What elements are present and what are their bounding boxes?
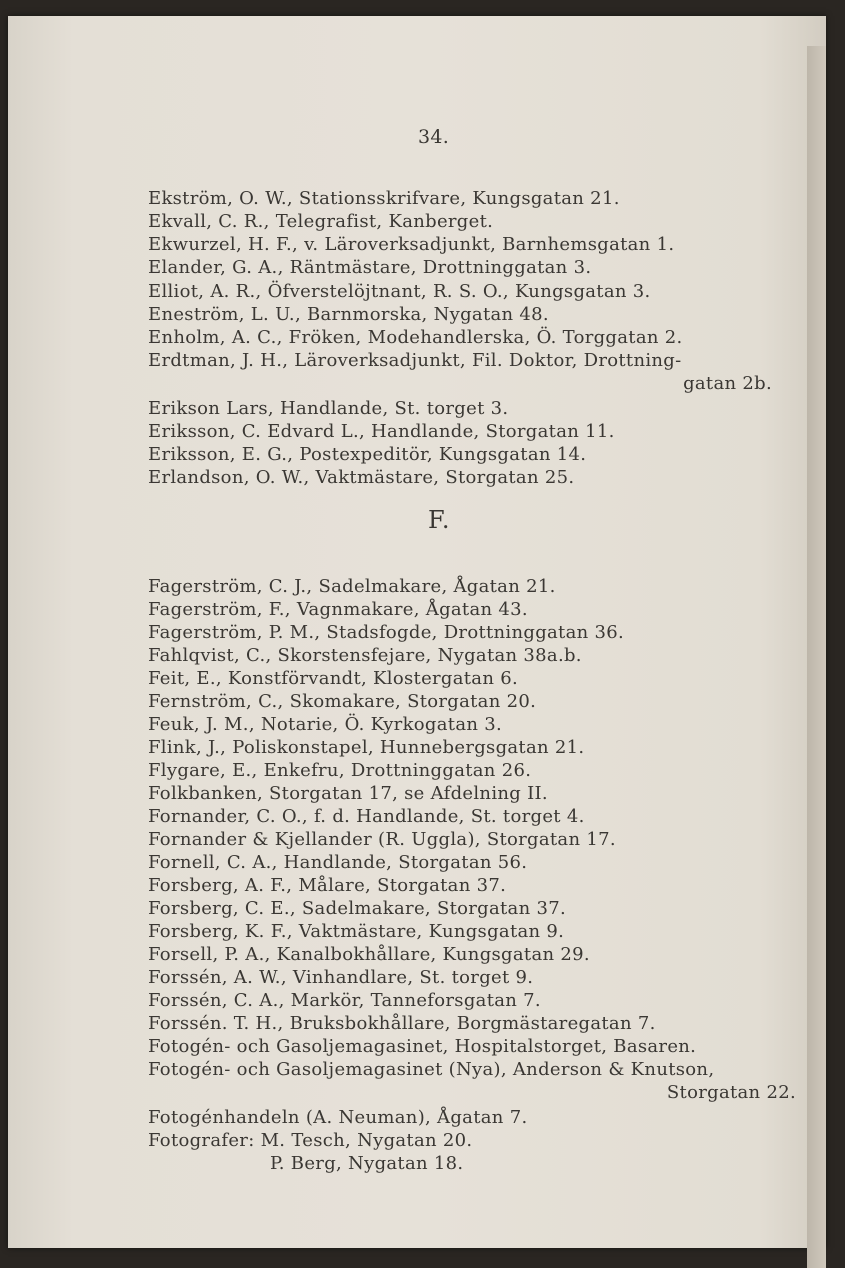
entry-f-4: Fahlqvist, C., Skorstensfejare, Nygatan 38a.b. — [148, 645, 582, 666]
entry-f-22: Fotogén- och Gasoljemagasinet (Nya), Anderson & Knutson, — [148, 1059, 715, 1080]
page-content — [8, 16, 826, 1248]
entry-f-20: Forssén. T. H., Bruksbokhållare, Borgmästaregatan 7. — [148, 1013, 656, 1034]
entry-f-7: Feuk, J. M., Notarie, Ö. Kyrkogatan 3. — [148, 714, 503, 735]
entry-f-10: Folkbanken, Storgatan 17, se Afdelning II. — [148, 783, 548, 804]
entry-e-6: Eneström, L. U., Barnmorska, Nygatan 48. — [148, 304, 549, 325]
entry-e-9: Erikson Lars, Handlande, St. torget 3. — [148, 398, 509, 419]
entry-e-12: Erlandson, O. W., Vaktmästare, Storgatan 25. — [148, 467, 575, 488]
entry-e-3: Ekwurzel, H. F., v. Läroverksadjunkt, Barnhemsgatan 1. — [148, 234, 675, 255]
entry-e-8: Erdtman, J. H., Läroverksadjunkt, Fil. Doktor, Drottning- — [148, 350, 682, 371]
entry-e-1: Ekström, O. W., Stationsskrifvare, Kungsgatan 21. — [148, 188, 620, 209]
entry-f-14: Forsberg, A. F., Målare, Storgatan 37. — [148, 875, 507, 896]
entry-e-7: Enholm, A. C., Fröken, Modehandlerska, Ö. Torggatan 2. — [148, 327, 683, 348]
entry-f-5: Feit, E., Konstförvandt, Klostergatan 6. — [148, 668, 519, 689]
entry-f-1: Fagerström, C. J., Sadelmakare, Ågatan 21. — [148, 576, 556, 597]
entry-f-8: Flink, J., Poliskonstapel, Hunnebergsgatan 21. — [148, 737, 585, 758]
entry-f-16: Forsberg, K. F., Vaktmästare, Kungsgatan 9. — [148, 921, 565, 942]
entry-e-5: Elliot, A. R., Öfverstelöjtnant, R. S. O., Kungsgatan 3. — [148, 281, 651, 302]
entry-f-15: Forsberg, C. E., Sadelmakare, Storgatan 37. — [148, 898, 567, 919]
entry-f-3: Fagerström, P. M., Stadsfogde, Drottninggatan 36. — [148, 622, 625, 643]
scan-top-strip — [0, 0, 845, 16]
entry-f-22-continuation: Storgatan 22. — [666, 1082, 796, 1103]
section-heading: F. — [428, 506, 451, 534]
entry-f-19: Forssén, C. A., Markör, Tanneforsgatan 7. — [148, 990, 541, 1011]
entry-e-4: Elander, G. A., Räntmästare, Drottninggatan 3. — [148, 257, 592, 278]
entry-f-24: Fotografer: M. Tesch, Nygatan 20. — [148, 1130, 473, 1151]
entry-f-6: Fernström, C., Skomakare, Storgatan 20. — [148, 691, 537, 712]
entry-e-10: Eriksson, C. Edvard L., Handlande, Storgatan 11. — [148, 421, 615, 442]
entry-e-2: Ekvall, C. R., Telegrafist, Kanberget. — [148, 211, 494, 232]
book-page — [8, 16, 826, 1248]
entry-e-11: Eriksson, E. G., Postexpeditör, Kungsgatan 14. — [148, 444, 587, 465]
entry-f-12: Fornander & Kjellander (R. Uggla), Storgatan 17. — [148, 829, 616, 850]
page-number: 34. — [418, 126, 450, 148]
entry-f-17: Forsell, P. A., Kanalbokhållare, Kungsgatan 29. — [148, 944, 590, 965]
entry-f-9: Flygare, E., Enkefru, Drottninggatan 26. — [148, 760, 532, 781]
entry-f-2: Fagerström, F., Vagnmakare, Ågatan 43. — [148, 599, 528, 620]
entry-f-11: Fornander, C. O., f. d. Handlande, St. torget 4. — [148, 806, 585, 827]
entry-f-13: Fornell, C. A., Handlande, Storgatan 56. — [148, 852, 528, 873]
entry-f-24-second: P. Berg, Nygatan 18. — [270, 1153, 464, 1174]
entry-f-18: Forssén, A. W., Vinhandlare, St. torget 9. — [148, 967, 534, 988]
entry-e-8-continuation: gatan 2b. — [683, 373, 772, 394]
entry-f-23: Fotogénhandeln (A. Neuman), Ågatan 7. — [148, 1107, 528, 1128]
entry-f-21: Fotogén- och Gasoljemagasinet, Hospitalstorget, Basaren. — [148, 1036, 697, 1057]
